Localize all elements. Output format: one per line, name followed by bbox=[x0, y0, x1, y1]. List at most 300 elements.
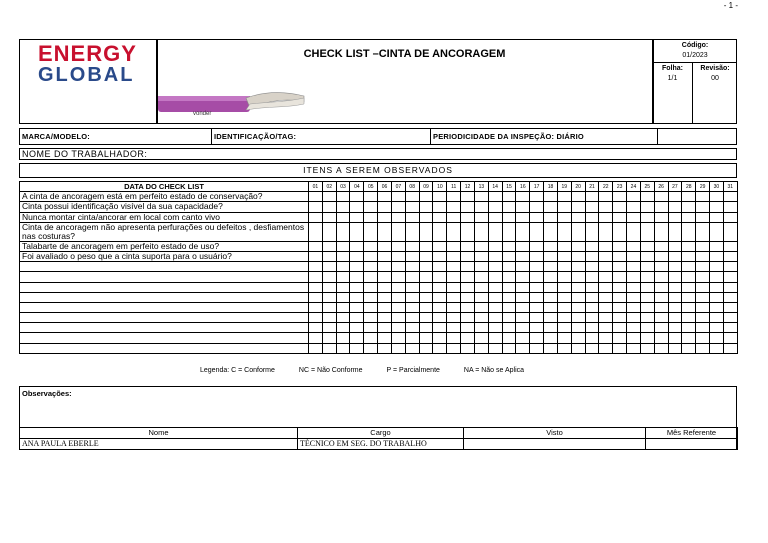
check-cell[interactable] bbox=[585, 292, 599, 302]
check-cell[interactable] bbox=[433, 202, 447, 212]
check-cell[interactable] bbox=[502, 222, 516, 241]
check-cell[interactable] bbox=[696, 202, 710, 212]
check-cell[interactable] bbox=[336, 333, 350, 343]
check-cell[interactable] bbox=[336, 282, 350, 292]
check-cell[interactable] bbox=[322, 343, 336, 353]
check-cell[interactable] bbox=[557, 241, 571, 251]
check-cell[interactable] bbox=[322, 333, 336, 343]
check-cell[interactable] bbox=[599, 302, 613, 312]
check-cell[interactable] bbox=[322, 323, 336, 333]
check-cell[interactable] bbox=[336, 343, 350, 353]
check-cell[interactable] bbox=[309, 241, 323, 251]
check-cell[interactable] bbox=[488, 282, 502, 292]
check-cell[interactable] bbox=[654, 251, 668, 261]
check-cell[interactable] bbox=[544, 343, 558, 353]
check-cell[interactable] bbox=[447, 202, 461, 212]
check-cell[interactable] bbox=[613, 282, 627, 292]
check-cell[interactable] bbox=[710, 323, 724, 333]
check-cell[interactable] bbox=[502, 202, 516, 212]
check-cell[interactable] bbox=[557, 343, 571, 353]
check-cell[interactable] bbox=[461, 202, 475, 212]
check-cell[interactable] bbox=[613, 302, 627, 312]
check-cell[interactable] bbox=[488, 251, 502, 261]
check-cell[interactable] bbox=[447, 241, 461, 251]
check-cell[interactable] bbox=[433, 343, 447, 353]
check-cell[interactable] bbox=[488, 292, 502, 302]
check-cell[interactable] bbox=[322, 192, 336, 202]
check-cell[interactable] bbox=[627, 212, 641, 222]
check-cell[interactable] bbox=[405, 212, 419, 222]
check-cell[interactable] bbox=[516, 192, 530, 202]
check-cell[interactable] bbox=[405, 313, 419, 323]
check-cell[interactable] bbox=[350, 251, 364, 261]
check-cell[interactable] bbox=[309, 282, 323, 292]
check-cell[interactable] bbox=[710, 333, 724, 343]
check-cell[interactable] bbox=[516, 282, 530, 292]
check-cell[interactable] bbox=[516, 302, 530, 312]
check-cell[interactable] bbox=[433, 212, 447, 222]
check-cell[interactable] bbox=[668, 313, 682, 323]
check-cell[interactable] bbox=[419, 323, 433, 333]
check-cell[interactable] bbox=[654, 202, 668, 212]
check-cell[interactable] bbox=[488, 343, 502, 353]
check-cell[interactable] bbox=[627, 262, 641, 272]
check-cell[interactable] bbox=[530, 302, 544, 312]
check-cell[interactable] bbox=[336, 262, 350, 272]
check-cell[interactable] bbox=[378, 282, 392, 292]
check-cell[interactable] bbox=[461, 313, 475, 323]
check-cell[interactable] bbox=[488, 202, 502, 212]
check-cell[interactable] bbox=[516, 272, 530, 282]
check-cell[interactable] bbox=[336, 313, 350, 323]
check-cell[interactable] bbox=[433, 272, 447, 282]
check-cell[interactable] bbox=[640, 212, 654, 222]
check-cell[interactable] bbox=[488, 323, 502, 333]
check-cell[interactable] bbox=[447, 222, 461, 241]
check-cell[interactable] bbox=[419, 222, 433, 241]
check-cell[interactable] bbox=[433, 222, 447, 241]
check-cell[interactable] bbox=[516, 241, 530, 251]
check-cell[interactable] bbox=[571, 343, 585, 353]
check-cell[interactable] bbox=[585, 262, 599, 272]
check-cell[interactable] bbox=[530, 292, 544, 302]
check-cell[interactable] bbox=[461, 343, 475, 353]
check-cell[interactable] bbox=[710, 282, 724, 292]
check-cell[interactable] bbox=[571, 212, 585, 222]
check-cell[interactable] bbox=[322, 202, 336, 212]
check-cell[interactable] bbox=[723, 272, 737, 282]
check-cell[interactable] bbox=[502, 262, 516, 272]
check-cell[interactable] bbox=[405, 292, 419, 302]
check-cell[interactable] bbox=[571, 241, 585, 251]
check-cell[interactable] bbox=[364, 241, 378, 251]
check-cell[interactable] bbox=[516, 333, 530, 343]
check-cell[interactable] bbox=[405, 262, 419, 272]
check-cell[interactable] bbox=[502, 282, 516, 292]
check-cell[interactable] bbox=[640, 292, 654, 302]
check-cell[interactable] bbox=[696, 323, 710, 333]
check-cell[interactable] bbox=[585, 241, 599, 251]
check-cell[interactable] bbox=[350, 333, 364, 343]
check-cell[interactable] bbox=[419, 302, 433, 312]
check-cell[interactable] bbox=[309, 302, 323, 312]
check-cell[interactable] bbox=[571, 282, 585, 292]
check-cell[interactable] bbox=[696, 343, 710, 353]
check-cell[interactable] bbox=[627, 222, 641, 241]
check-cell[interactable] bbox=[571, 202, 585, 212]
check-cell[interactable] bbox=[419, 262, 433, 272]
check-cell[interactable] bbox=[322, 292, 336, 302]
check-cell[interactable] bbox=[461, 212, 475, 222]
check-cell[interactable] bbox=[710, 212, 724, 222]
check-cell[interactable] bbox=[516, 251, 530, 261]
check-cell[interactable] bbox=[488, 302, 502, 312]
check-cell[interactable] bbox=[544, 222, 558, 241]
check-cell[interactable] bbox=[640, 251, 654, 261]
check-cell[interactable] bbox=[309, 222, 323, 241]
check-cell[interactable] bbox=[461, 333, 475, 343]
check-cell[interactable] bbox=[668, 343, 682, 353]
check-cell[interactable] bbox=[613, 323, 627, 333]
check-cell[interactable] bbox=[696, 192, 710, 202]
check-cell[interactable] bbox=[322, 272, 336, 282]
check-cell[interactable] bbox=[364, 272, 378, 282]
check-cell[interactable] bbox=[571, 251, 585, 261]
check-cell[interactable] bbox=[322, 302, 336, 312]
check-cell[interactable] bbox=[696, 251, 710, 261]
check-cell[interactable] bbox=[640, 313, 654, 323]
check-cell[interactable] bbox=[502, 333, 516, 343]
check-cell[interactable] bbox=[723, 192, 737, 202]
check-cell[interactable] bbox=[309, 313, 323, 323]
check-cell[interactable] bbox=[530, 282, 544, 292]
check-cell[interactable] bbox=[696, 333, 710, 343]
check-cell[interactable] bbox=[502, 313, 516, 323]
check-cell[interactable] bbox=[710, 292, 724, 302]
check-cell[interactable] bbox=[544, 212, 558, 222]
check-cell[interactable] bbox=[668, 212, 682, 222]
check-cell[interactable] bbox=[613, 251, 627, 261]
check-cell[interactable] bbox=[654, 343, 668, 353]
check-cell[interactable] bbox=[585, 343, 599, 353]
check-cell[interactable] bbox=[682, 343, 696, 353]
check-cell[interactable] bbox=[710, 302, 724, 312]
check-cell[interactable] bbox=[557, 251, 571, 261]
check-cell[interactable] bbox=[571, 302, 585, 312]
check-cell[interactable] bbox=[350, 262, 364, 272]
check-cell[interactable] bbox=[640, 333, 654, 343]
check-cell[interactable] bbox=[502, 192, 516, 202]
check-cell[interactable] bbox=[668, 292, 682, 302]
check-cell[interactable] bbox=[391, 202, 405, 212]
check-cell[interactable] bbox=[405, 202, 419, 212]
check-cell[interactable] bbox=[474, 222, 488, 241]
check-cell[interactable] bbox=[474, 212, 488, 222]
check-cell[interactable] bbox=[474, 202, 488, 212]
check-cell[interactable] bbox=[461, 292, 475, 302]
check-cell[interactable] bbox=[461, 241, 475, 251]
check-cell[interactable] bbox=[461, 192, 475, 202]
check-cell[interactable] bbox=[516, 262, 530, 272]
check-cell[interactable] bbox=[654, 272, 668, 282]
check-cell[interactable] bbox=[668, 333, 682, 343]
check-cell[interactable] bbox=[557, 323, 571, 333]
check-cell[interactable] bbox=[585, 323, 599, 333]
check-cell[interactable] bbox=[723, 323, 737, 333]
check-cell[interactable] bbox=[378, 222, 392, 241]
check-cell[interactable] bbox=[627, 251, 641, 261]
check-cell[interactable] bbox=[322, 282, 336, 292]
check-cell[interactable] bbox=[364, 212, 378, 222]
check-cell[interactable] bbox=[557, 302, 571, 312]
check-cell[interactable] bbox=[613, 262, 627, 272]
check-cell[interactable] bbox=[419, 251, 433, 261]
check-cell[interactable] bbox=[557, 262, 571, 272]
check-cell[interactable] bbox=[336, 251, 350, 261]
check-cell[interactable] bbox=[599, 292, 613, 302]
check-cell[interactable] bbox=[433, 323, 447, 333]
check-cell[interactable] bbox=[502, 343, 516, 353]
check-cell[interactable] bbox=[723, 292, 737, 302]
check-cell[interactable] bbox=[474, 262, 488, 272]
check-cell[interactable] bbox=[309, 212, 323, 222]
check-cell[interactable] bbox=[613, 292, 627, 302]
check-cell[interactable] bbox=[723, 343, 737, 353]
check-cell[interactable] bbox=[696, 302, 710, 312]
check-cell[interactable] bbox=[391, 272, 405, 282]
check-cell[interactable] bbox=[350, 302, 364, 312]
check-cell[interactable] bbox=[557, 222, 571, 241]
check-cell[interactable] bbox=[350, 343, 364, 353]
check-cell[interactable] bbox=[557, 212, 571, 222]
check-cell[interactable] bbox=[309, 192, 323, 202]
check-cell[interactable] bbox=[419, 313, 433, 323]
check-cell[interactable] bbox=[461, 222, 475, 241]
check-cell[interactable] bbox=[571, 323, 585, 333]
check-cell[interactable] bbox=[682, 272, 696, 282]
check-cell[interactable] bbox=[710, 251, 724, 261]
check-cell[interactable] bbox=[710, 262, 724, 272]
check-cell[interactable] bbox=[557, 192, 571, 202]
check-cell[interactable] bbox=[640, 323, 654, 333]
check-cell[interactable] bbox=[585, 202, 599, 212]
check-cell[interactable] bbox=[474, 343, 488, 353]
check-cell[interactable] bbox=[723, 222, 737, 241]
check-cell[interactable] bbox=[640, 272, 654, 282]
check-cell[interactable] bbox=[350, 212, 364, 222]
check-cell[interactable] bbox=[350, 282, 364, 292]
check-cell[interactable] bbox=[668, 202, 682, 212]
check-cell[interactable] bbox=[557, 272, 571, 282]
check-cell[interactable] bbox=[654, 292, 668, 302]
check-cell[interactable] bbox=[682, 302, 696, 312]
check-cell[interactable] bbox=[544, 292, 558, 302]
check-cell[interactable] bbox=[571, 222, 585, 241]
check-cell[interactable] bbox=[364, 282, 378, 292]
check-cell[interactable] bbox=[654, 241, 668, 251]
check-cell[interactable] bbox=[364, 251, 378, 261]
check-cell[interactable] bbox=[696, 292, 710, 302]
check-cell[interactable] bbox=[447, 272, 461, 282]
check-cell[interactable] bbox=[668, 192, 682, 202]
check-cell[interactable] bbox=[391, 343, 405, 353]
check-cell[interactable] bbox=[378, 262, 392, 272]
check-cell[interactable] bbox=[378, 292, 392, 302]
check-cell[interactable] bbox=[474, 251, 488, 261]
check-cell[interactable] bbox=[419, 282, 433, 292]
check-cell[interactable] bbox=[640, 222, 654, 241]
check-cell[interactable] bbox=[710, 272, 724, 282]
check-cell[interactable] bbox=[640, 192, 654, 202]
check-cell[interactable] bbox=[682, 313, 696, 323]
check-cell[interactable] bbox=[447, 282, 461, 292]
check-cell[interactable] bbox=[405, 222, 419, 241]
check-cell[interactable] bbox=[599, 212, 613, 222]
check-cell[interactable] bbox=[433, 292, 447, 302]
check-cell[interactable] bbox=[599, 343, 613, 353]
check-cell[interactable] bbox=[627, 292, 641, 302]
check-cell[interactable] bbox=[544, 262, 558, 272]
check-cell[interactable] bbox=[309, 292, 323, 302]
check-cell[interactable] bbox=[696, 282, 710, 292]
check-cell[interactable] bbox=[350, 202, 364, 212]
check-cell[interactable] bbox=[627, 302, 641, 312]
check-cell[interactable] bbox=[336, 272, 350, 282]
check-cell[interactable] bbox=[447, 212, 461, 222]
check-cell[interactable] bbox=[364, 333, 378, 343]
check-cell[interactable] bbox=[640, 202, 654, 212]
check-cell[interactable] bbox=[405, 302, 419, 312]
check-cell[interactable] bbox=[530, 241, 544, 251]
check-cell[interactable] bbox=[682, 241, 696, 251]
check-cell[interactable] bbox=[419, 343, 433, 353]
check-cell[interactable] bbox=[322, 313, 336, 323]
check-cell[interactable] bbox=[447, 251, 461, 261]
check-cell[interactable] bbox=[433, 333, 447, 343]
check-cell[interactable] bbox=[668, 241, 682, 251]
check-cell[interactable] bbox=[613, 202, 627, 212]
check-cell[interactable] bbox=[502, 212, 516, 222]
check-cell[interactable] bbox=[516, 343, 530, 353]
check-cell[interactable] bbox=[502, 241, 516, 251]
check-cell[interactable] bbox=[723, 333, 737, 343]
check-cell[interactable] bbox=[350, 292, 364, 302]
check-cell[interactable] bbox=[613, 343, 627, 353]
check-cell[interactable] bbox=[502, 323, 516, 333]
check-cell[interactable] bbox=[599, 313, 613, 323]
check-cell[interactable] bbox=[405, 192, 419, 202]
check-cell[interactable] bbox=[336, 202, 350, 212]
check-cell[interactable] bbox=[585, 222, 599, 241]
check-cell[interactable] bbox=[682, 202, 696, 212]
check-cell[interactable] bbox=[571, 313, 585, 323]
check-cell[interactable] bbox=[488, 212, 502, 222]
check-cell[interactable] bbox=[544, 282, 558, 292]
check-cell[interactable] bbox=[682, 192, 696, 202]
check-cell[interactable] bbox=[530, 212, 544, 222]
check-cell[interactable] bbox=[682, 333, 696, 343]
check-cell[interactable] bbox=[599, 262, 613, 272]
check-cell[interactable] bbox=[585, 302, 599, 312]
check-cell[interactable] bbox=[364, 323, 378, 333]
check-cell[interactable] bbox=[391, 333, 405, 343]
check-cell[interactable] bbox=[599, 272, 613, 282]
check-cell[interactable] bbox=[599, 192, 613, 202]
check-cell[interactable] bbox=[405, 272, 419, 282]
check-cell[interactable] bbox=[723, 262, 737, 272]
check-cell[interactable] bbox=[599, 251, 613, 261]
check-cell[interactable] bbox=[309, 272, 323, 282]
check-cell[interactable] bbox=[654, 302, 668, 312]
check-cell[interactable] bbox=[364, 292, 378, 302]
check-cell[interactable] bbox=[585, 333, 599, 343]
check-cell[interactable] bbox=[502, 302, 516, 312]
check-cell[interactable] bbox=[447, 262, 461, 272]
check-cell[interactable] bbox=[309, 323, 323, 333]
check-cell[interactable] bbox=[723, 241, 737, 251]
check-cell[interactable] bbox=[640, 262, 654, 272]
check-cell[interactable] bbox=[336, 192, 350, 202]
check-cell[interactable] bbox=[378, 241, 392, 251]
check-cell[interactable] bbox=[682, 251, 696, 261]
check-cell[interactable] bbox=[640, 241, 654, 251]
check-cell[interactable] bbox=[350, 241, 364, 251]
check-cell[interactable] bbox=[530, 262, 544, 272]
check-cell[interactable] bbox=[461, 272, 475, 282]
check-cell[interactable] bbox=[627, 192, 641, 202]
check-cell[interactable] bbox=[544, 272, 558, 282]
check-cell[interactable] bbox=[447, 302, 461, 312]
check-cell[interactable] bbox=[336, 323, 350, 333]
check-cell[interactable] bbox=[557, 282, 571, 292]
check-cell[interactable] bbox=[391, 251, 405, 261]
check-cell[interactable] bbox=[530, 272, 544, 282]
check-cell[interactable] bbox=[696, 212, 710, 222]
check-cell[interactable] bbox=[627, 272, 641, 282]
check-cell[interactable] bbox=[530, 313, 544, 323]
check-cell[interactable] bbox=[613, 241, 627, 251]
check-cell[interactable] bbox=[364, 202, 378, 212]
check-cell[interactable] bbox=[613, 272, 627, 282]
check-cell[interactable] bbox=[530, 251, 544, 261]
check-cell[interactable] bbox=[599, 241, 613, 251]
check-cell[interactable] bbox=[668, 302, 682, 312]
check-cell[interactable] bbox=[710, 343, 724, 353]
check-cell[interactable] bbox=[557, 313, 571, 323]
check-cell[interactable] bbox=[488, 262, 502, 272]
check-cell[interactable] bbox=[723, 282, 737, 292]
check-cell[interactable] bbox=[378, 192, 392, 202]
check-cell[interactable] bbox=[447, 313, 461, 323]
check-cell[interactable] bbox=[488, 241, 502, 251]
check-cell[interactable] bbox=[461, 251, 475, 261]
check-cell[interactable] bbox=[433, 282, 447, 292]
check-cell[interactable] bbox=[419, 212, 433, 222]
check-cell[interactable] bbox=[474, 313, 488, 323]
check-cell[interactable] bbox=[405, 343, 419, 353]
check-cell[interactable] bbox=[710, 192, 724, 202]
check-cell[interactable] bbox=[585, 282, 599, 292]
check-cell[interactable] bbox=[378, 313, 392, 323]
check-cell[interactable] bbox=[378, 333, 392, 343]
check-cell[interactable] bbox=[461, 323, 475, 333]
check-cell[interactable] bbox=[654, 313, 668, 323]
check-cell[interactable] bbox=[668, 262, 682, 272]
check-cell[interactable] bbox=[530, 343, 544, 353]
check-cell[interactable] bbox=[378, 302, 392, 312]
check-cell[interactable] bbox=[571, 272, 585, 282]
check-cell[interactable] bbox=[309, 251, 323, 261]
